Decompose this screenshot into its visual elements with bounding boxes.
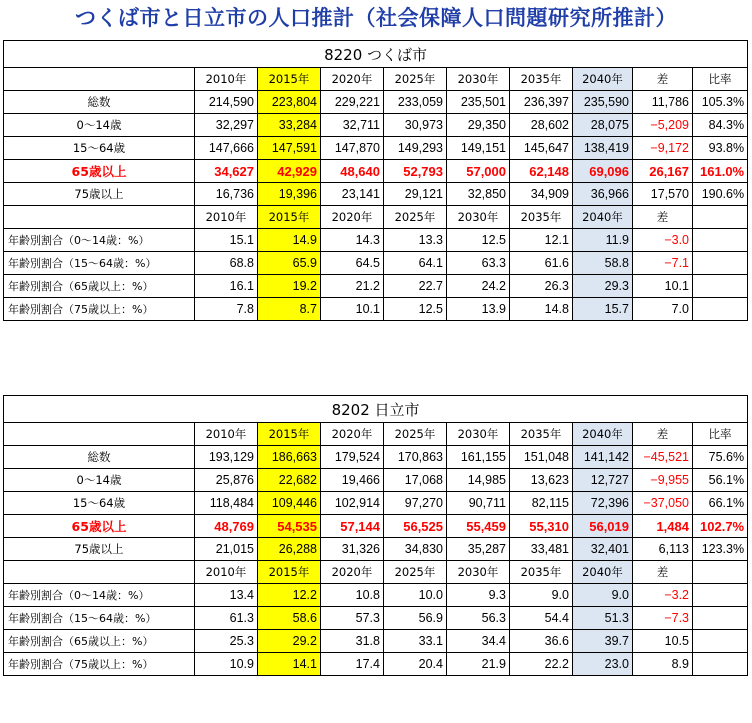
population-value: 102,914: [321, 492, 384, 515]
ratio-value: 190.6%: [693, 183, 748, 206]
population-row: [4, 538, 748, 561]
row-label: 年齢別割合（15～64歳：%）: [4, 252, 195, 275]
population-value: 13,623: [510, 469, 573, 492]
year-header: 2020年: [321, 68, 384, 91]
year-header: 2015年: [258, 68, 321, 91]
ratio-percent-value: 20.4: [384, 653, 447, 676]
row-label: 0～14歳: [4, 114, 195, 137]
population-value: 223,804: [258, 91, 321, 114]
year-header: 2030年: [447, 68, 510, 91]
population-value: 214,590: [195, 91, 258, 114]
ratio-percent-value: 14.9: [258, 229, 321, 252]
year-header: 2035年: [510, 206, 573, 229]
population-value: 118,484: [195, 492, 258, 515]
population-row: [4, 515, 748, 538]
year-header: 2015年: [258, 423, 321, 446]
row-label: 65歳以上: [4, 160, 195, 183]
ratio-percent-value: 56.9: [384, 607, 447, 630]
ratio-percent-value: 8.7: [258, 298, 321, 321]
ratio-value: 161.0%: [693, 160, 748, 183]
population-value: 32,401: [573, 538, 633, 561]
population-value: 235,590: [573, 91, 633, 114]
age-ratio-row: [4, 653, 748, 676]
row-label: 年齢別割合（75歳以上：%）: [4, 298, 195, 321]
table-caption: 8220 つくば市: [4, 41, 748, 68]
row-label: 年齢別割合（75歳以上：%）: [4, 653, 195, 676]
ratio-percent-value: 36.6: [510, 630, 573, 653]
population-value: 109,446: [258, 492, 321, 515]
diff-value: −3.2: [633, 584, 693, 607]
ratio-percent-value: 10.1: [321, 298, 384, 321]
ratio-percent-value: 10.8: [321, 584, 384, 607]
blank-cell: [693, 561, 748, 584]
population-value: 48,769: [195, 515, 258, 538]
ratio-percent-value: 29.3: [573, 275, 633, 298]
diff-value: −37,050: [633, 492, 693, 515]
population-value: 90,711: [447, 492, 510, 515]
year-header: 2025年: [384, 423, 447, 446]
diff-value: −9,172: [633, 137, 693, 160]
diff-value: 17,570: [633, 183, 693, 206]
diff-value: 6,113: [633, 538, 693, 561]
blank-cell: [693, 229, 748, 252]
year-header: 2020年: [321, 561, 384, 584]
population-value: 32,711: [321, 114, 384, 137]
population-value: 34,830: [384, 538, 447, 561]
ratio-percent-value: 13.9: [447, 298, 510, 321]
population-value: 97,270: [384, 492, 447, 515]
population-value: 141,142: [573, 446, 633, 469]
ratio-percent-value: 9.3: [447, 584, 510, 607]
row-label: 75歳以上: [4, 538, 195, 561]
year-header: 2040年: [573, 206, 633, 229]
population-value: 193,129: [195, 446, 258, 469]
row-label: 15～64歳: [4, 492, 195, 515]
year-header-row: [4, 68, 748, 91]
diff-header: 差: [633, 206, 693, 229]
population-value: 186,663: [258, 446, 321, 469]
year-header: 2020年: [321, 206, 384, 229]
year-header: 2035年: [510, 423, 573, 446]
row-label: 総数: [4, 446, 195, 469]
ratio-percent-value: 64.5: [321, 252, 384, 275]
ratio-percent-value: 9.0: [573, 584, 633, 607]
ratio-percent-value: 21.9: [447, 653, 510, 676]
table-caption: 8202 日立市: [4, 396, 748, 423]
diff-value: −45,521: [633, 446, 693, 469]
population-value: 147,870: [321, 137, 384, 160]
population-value: 23,141: [321, 183, 384, 206]
ratio-percent-value: 12.5: [384, 298, 447, 321]
year-header: 2030年: [447, 206, 510, 229]
year-header: 2030年: [447, 561, 510, 584]
blank-cell: [693, 630, 748, 653]
row-label: 年齢別割合（0～14歳：%）: [4, 229, 195, 252]
ratio-percent-value: 29.2: [258, 630, 321, 653]
ratio-value: 66.1%: [693, 492, 748, 515]
population-value: 31,326: [321, 538, 384, 561]
population-value: 21,015: [195, 538, 258, 561]
population-value: 19,466: [321, 469, 384, 492]
population-value: 17,068: [384, 469, 447, 492]
population-row: [4, 492, 748, 515]
population-value: 33,481: [510, 538, 573, 561]
ratio-percent-value: 12.1: [510, 229, 573, 252]
population-value: 12,727: [573, 469, 633, 492]
population-value: 229,221: [321, 91, 384, 114]
population-value: 52,793: [384, 160, 447, 183]
row-label: 総数: [4, 91, 195, 114]
population-value: 170,863: [384, 446, 447, 469]
diff-value: 11,786: [633, 91, 693, 114]
ratio-value: 75.6%: [693, 446, 748, 469]
ratio-percent-value: 65.9: [258, 252, 321, 275]
population-table-hitachi: [3, 395, 748, 676]
age-ratio-row: [4, 298, 748, 321]
population-value: 235,501: [447, 91, 510, 114]
age-ratio-row: [4, 630, 748, 653]
ratio-value: 102.7%: [693, 515, 748, 538]
population-value: 54,535: [258, 515, 321, 538]
population-value: 56,019: [573, 515, 633, 538]
ratio-percent-value: 12.5: [447, 229, 510, 252]
population-value: 32,297: [195, 114, 258, 137]
population-value: 57,144: [321, 515, 384, 538]
diff-header: 差: [633, 68, 693, 91]
year-header: 2025年: [384, 206, 447, 229]
population-value: 69,096: [573, 160, 633, 183]
row-label: 年齢別割合（0～14歳：%）: [4, 584, 195, 607]
population-value: 161,155: [447, 446, 510, 469]
population-value: 72,396: [573, 492, 633, 515]
age-ratio-row: [4, 229, 748, 252]
header-blank: [4, 68, 195, 91]
ratio-percent-value: 58.8: [573, 252, 633, 275]
ratio-percent-value: 22.7: [384, 275, 447, 298]
ratio-percent-value: 39.7: [573, 630, 633, 653]
diff-value: 8.9: [633, 653, 693, 676]
diff-value: −3.0: [633, 229, 693, 252]
table-caption-row: [4, 396, 748, 423]
population-value: 48,640: [321, 160, 384, 183]
ratio-percent-value: 26.3: [510, 275, 573, 298]
row-label: 15～64歳: [4, 137, 195, 160]
ratio-percent-value: 25.3: [195, 630, 258, 653]
blank-cell: [693, 607, 748, 630]
diff-value: 1,484: [633, 515, 693, 538]
year-header: 2020年: [321, 423, 384, 446]
ratio-percent-value: 64.1: [384, 252, 447, 275]
ratio-percent-value: 17.4: [321, 653, 384, 676]
population-value: 233,059: [384, 91, 447, 114]
population-value: 30,973: [384, 114, 447, 137]
population-row: [4, 91, 748, 114]
ratio-value: 105.3%: [693, 91, 748, 114]
ratio-percent-value: 34.4: [447, 630, 510, 653]
population-value: 26,288: [258, 538, 321, 561]
year-header-row: [4, 206, 748, 229]
population-row: [4, 114, 748, 137]
ratio-value: 123.3%: [693, 538, 748, 561]
ratio-percent-value: 23.0: [573, 653, 633, 676]
year-header: 2010年: [195, 561, 258, 584]
ratio-percent-value: 13.4: [195, 584, 258, 607]
ratio-header: 比率: [693, 68, 748, 91]
population-value: 55,459: [447, 515, 510, 538]
age-ratio-row: [4, 252, 748, 275]
population-value: 57,000: [447, 160, 510, 183]
ratio-percent-value: 54.4: [510, 607, 573, 630]
diff-value: −7.1: [633, 252, 693, 275]
diff-header: 差: [633, 423, 693, 446]
ratio-percent-value: 14.8: [510, 298, 573, 321]
population-row: [4, 446, 748, 469]
ratio-percent-value: 58.6: [258, 607, 321, 630]
age-ratio-row: [4, 275, 748, 298]
year-header: 2040年: [573, 423, 633, 446]
population-value: 16,736: [195, 183, 258, 206]
population-row: [4, 469, 748, 492]
population-row: [4, 160, 748, 183]
year-header-row: [4, 423, 748, 446]
population-value: 147,666: [195, 137, 258, 160]
ratio-percent-value: 14.3: [321, 229, 384, 252]
population-value: 22,682: [258, 469, 321, 492]
population-value: 29,121: [384, 183, 447, 206]
diff-value: −9,955: [633, 469, 693, 492]
ratio-percent-value: 68.8: [195, 252, 258, 275]
blank-cell: [693, 206, 748, 229]
diff-value: 10.1: [633, 275, 693, 298]
population-value: 149,293: [384, 137, 447, 160]
population-value: 34,627: [195, 160, 258, 183]
year-header: 2010年: [195, 206, 258, 229]
diff-value: −7.3: [633, 607, 693, 630]
ratio-percent-value: 31.8: [321, 630, 384, 653]
diff-value: 7.0: [633, 298, 693, 321]
population-value: 14,985: [447, 469, 510, 492]
population-value: 28,075: [573, 114, 633, 137]
ratio-value: 93.8%: [693, 137, 748, 160]
ratio-percent-value: 14.1: [258, 653, 321, 676]
population-value: 151,048: [510, 446, 573, 469]
population-value: 35,287: [447, 538, 510, 561]
population-value: 28,602: [510, 114, 573, 137]
population-value: 236,397: [510, 91, 573, 114]
year-header: 2040年: [573, 68, 633, 91]
diff-header: 差: [633, 561, 693, 584]
ratio-percent-value: 24.2: [447, 275, 510, 298]
population-value: 19,396: [258, 183, 321, 206]
year-header: 2010年: [195, 68, 258, 91]
ratio-value: 84.3%: [693, 114, 748, 137]
ratio-percent-value: 51.3: [573, 607, 633, 630]
row-label: 75歳以上: [4, 183, 195, 206]
blank-cell: [693, 298, 748, 321]
population-value: 42,929: [258, 160, 321, 183]
population-value: 149,151: [447, 137, 510, 160]
row-label: 年齢別割合（65歳以上：%）: [4, 630, 195, 653]
row-label: 0～14歳: [4, 469, 195, 492]
ratio-percent-value: 21.2: [321, 275, 384, 298]
year-header: 2010年: [195, 423, 258, 446]
population-value: 62,148: [510, 160, 573, 183]
population-value: 56,525: [384, 515, 447, 538]
age-ratio-row: [4, 584, 748, 607]
population-table-tsukuba: [3, 40, 748, 321]
header-blank: [4, 423, 195, 446]
diff-value: 26,167: [633, 160, 693, 183]
blank-cell: [693, 653, 748, 676]
row-label: 年齢別割合（15～64歳：%）: [4, 607, 195, 630]
page-title: つくば市と日立市の人口推計（社会保障人口問題研究所推計）: [75, 6, 677, 30]
year-header: 2015年: [258, 206, 321, 229]
ratio-value: 56.1%: [693, 469, 748, 492]
diff-value: 10.5: [633, 630, 693, 653]
year-header: 2040年: [573, 561, 633, 584]
ratio-header: 比率: [693, 423, 748, 446]
ratio-percent-value: 56.3: [447, 607, 510, 630]
year-header: 2025年: [384, 68, 447, 91]
population-value: 145,647: [510, 137, 573, 160]
blank-cell: [693, 584, 748, 607]
population-value: 138,419: [573, 137, 633, 160]
population-value: 32,850: [447, 183, 510, 206]
year-header: 2030年: [447, 423, 510, 446]
ratio-percent-value: 63.3: [447, 252, 510, 275]
ratio-percent-value: 12.2: [258, 584, 321, 607]
age-ratio-row: [4, 607, 748, 630]
ratio-percent-value: 22.2: [510, 653, 573, 676]
ratio-percent-value: 10.0: [384, 584, 447, 607]
population-value: 82,115: [510, 492, 573, 515]
ratio-percent-value: 57.3: [321, 607, 384, 630]
table-caption-row: [4, 41, 748, 68]
row-label: 年齢別割合（65歳以上：%）: [4, 275, 195, 298]
ratio-percent-value: 13.3: [384, 229, 447, 252]
header-blank: [4, 561, 195, 584]
ratio-percent-value: 11.9: [573, 229, 633, 252]
diff-value: −5,209: [633, 114, 693, 137]
ratio-percent-value: 15.1: [195, 229, 258, 252]
population-value: 36,966: [573, 183, 633, 206]
header-blank: [4, 206, 195, 229]
ratio-percent-value: 61.3: [195, 607, 258, 630]
population-row: [4, 183, 748, 206]
blank-cell: [693, 275, 748, 298]
year-header: 2035年: [510, 68, 573, 91]
ratio-percent-value: 61.6: [510, 252, 573, 275]
ratio-percent-value: 33.1: [384, 630, 447, 653]
population-value: 55,310: [510, 515, 573, 538]
population-value: 179,524: [321, 446, 384, 469]
row-label: 65歳以上: [4, 515, 195, 538]
population-value: 34,909: [510, 183, 573, 206]
population-value: 29,350: [447, 114, 510, 137]
year-header: 2035年: [510, 561, 573, 584]
population-value: 33,284: [258, 114, 321, 137]
population-value: 25,876: [195, 469, 258, 492]
ratio-percent-value: 9.0: [510, 584, 573, 607]
ratio-percent-value: 19.2: [258, 275, 321, 298]
ratio-percent-value: 7.8: [195, 298, 258, 321]
year-header: 2025年: [384, 561, 447, 584]
population-row: [4, 137, 748, 160]
year-header-row: [4, 561, 748, 584]
ratio-percent-value: 10.9: [195, 653, 258, 676]
ratio-percent-value: 15.7: [573, 298, 633, 321]
ratio-percent-value: 16.1: [195, 275, 258, 298]
blank-cell: [693, 252, 748, 275]
year-header: 2015年: [258, 561, 321, 584]
population-value: 147,591: [258, 137, 321, 160]
